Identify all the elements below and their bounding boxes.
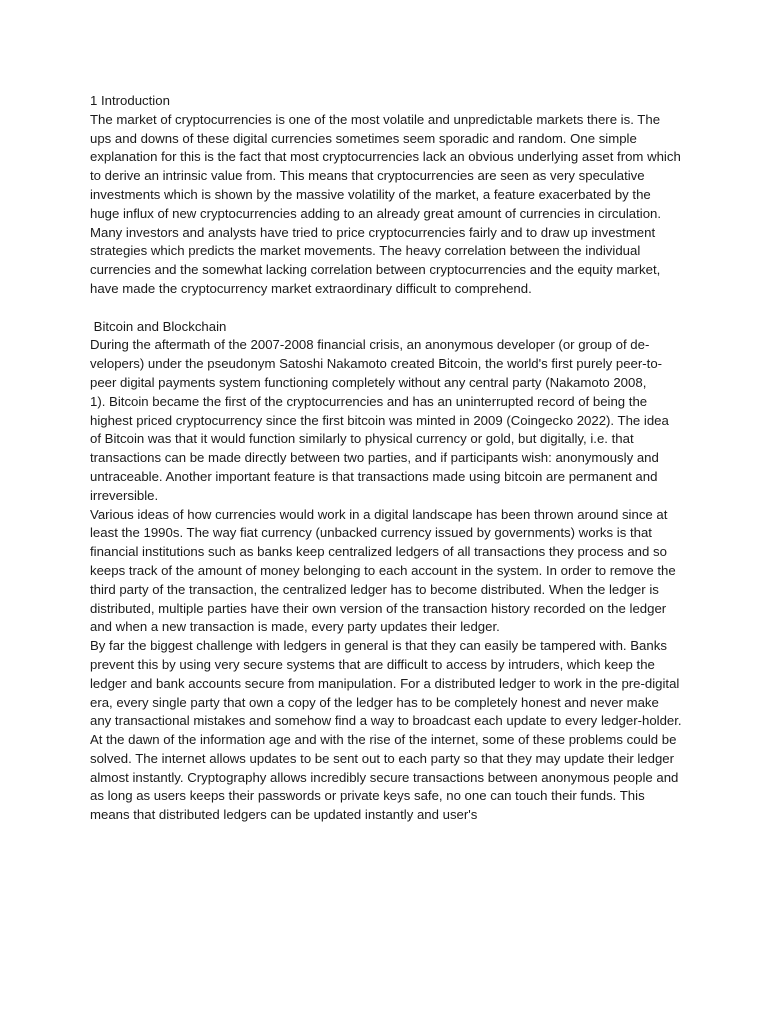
section-spacer [90,299,682,318]
section-heading-bitcoin-blockchain: Bitcoin and Blockchain [90,318,227,334]
section-heading-introduction: 1 Introduction [90,93,170,108]
paragraph-bitcoin-3: Various ideas of how currencies would work in a digital landscape has been thrown around since at least the 1990s. The way fiat currency (unbacked currency issued by governments) works is that financial institutions such as banks keep centralized ledgers of all transactions they process and so keeps track of the amount of money belonging to each account in the system. In order to remove the third party of the transaction, the centralized ledger has to become distributed. When the ledger is distributed, multiple parties have their own version of the transaction history recorded on the ledger and when a new transaction is made, every party updates their ledger. [90,506,680,635]
paragraph-bitcoin-1: During the aftermath of the 2007-2008 financial crisis, an anonymous developer (or group of de-velopers) under the pseudonym Satoshi Nakamoto created Bitcoin, the world's first purely peer-to-peer digital payments system functioning completely without any central party (Nakamoto 2008, [90,337,663,390]
paragraph-bitcoin-2: 1). Bitcoin became the first of the cryptocurrencies and has an uninterrupted record of being the highest priced cryptocurrency since the first bitcoin was minted in 2009 (Coingecko 2022). The idea of Bitcoin was that it would function similarly to physical currency or gold, but digitally, i.e. that transactions can be made directly between two parties, and if participants wish: anonymously and untraceable. Another important feature is that transactions made using bitcoin are permanent and irreversible. [90,393,673,503]
paragraph-intro-1: The market of cryptocurrencies is one of the most volatile and unpredictable markets there is. The ups and downs of these digital currencies sometimes seem sporadic and random. One simple explanation for this is the fact that most cryptocurrencies lack an obvious underlying asset from which to derive an intrinsic value from. This means that cryptocurrencies are seen as very speculative investments which is shown by the massive volatility of the market, a feature exacerbated by the huge influx of new cryptocurrencies adding to an already great amount of currencies in circulation. [90,111,685,221]
document-page [90,92,685,825]
paragraph-intro-2: Many investors and analysts have tried to price cryptocurrencies fairly and to draw up investment strategies which predicts the market movements. The heavy correlation between the individual currencies and the somewhat lacking correlation between cryptocurrencies and the equity market, have made the cryptocurrency market extraordinary difficult to comprehend. [90,224,664,296]
paragraph-bitcoin-4: By far the biggest challenge with ledgers in general is that they can easily be tampered with. Banks prevent this by using very secure systems that are difficult to access by intruders, which keep the ledger and bank accounts secure from manipulation. For a distributed ledger to work in the pre-digital era, every single party that own a copy of the ledger has to be completely honest and never make any transactional mistakes and somehow find a way to broadcast each update to every ledger-holder. At the dawn of the information age and with the rise of the internet, some of these problems could be solved. The internet allows updates to be sent out to each party so that they may update their ledger almost instantly. Cryptography allows incredibly secure transactions between anonymous people and as long as users keeps their passwords or private keys safe, no one can touch their funds. This means that distributed ledgers can be updated instantly and user's [90,638,685,823]
